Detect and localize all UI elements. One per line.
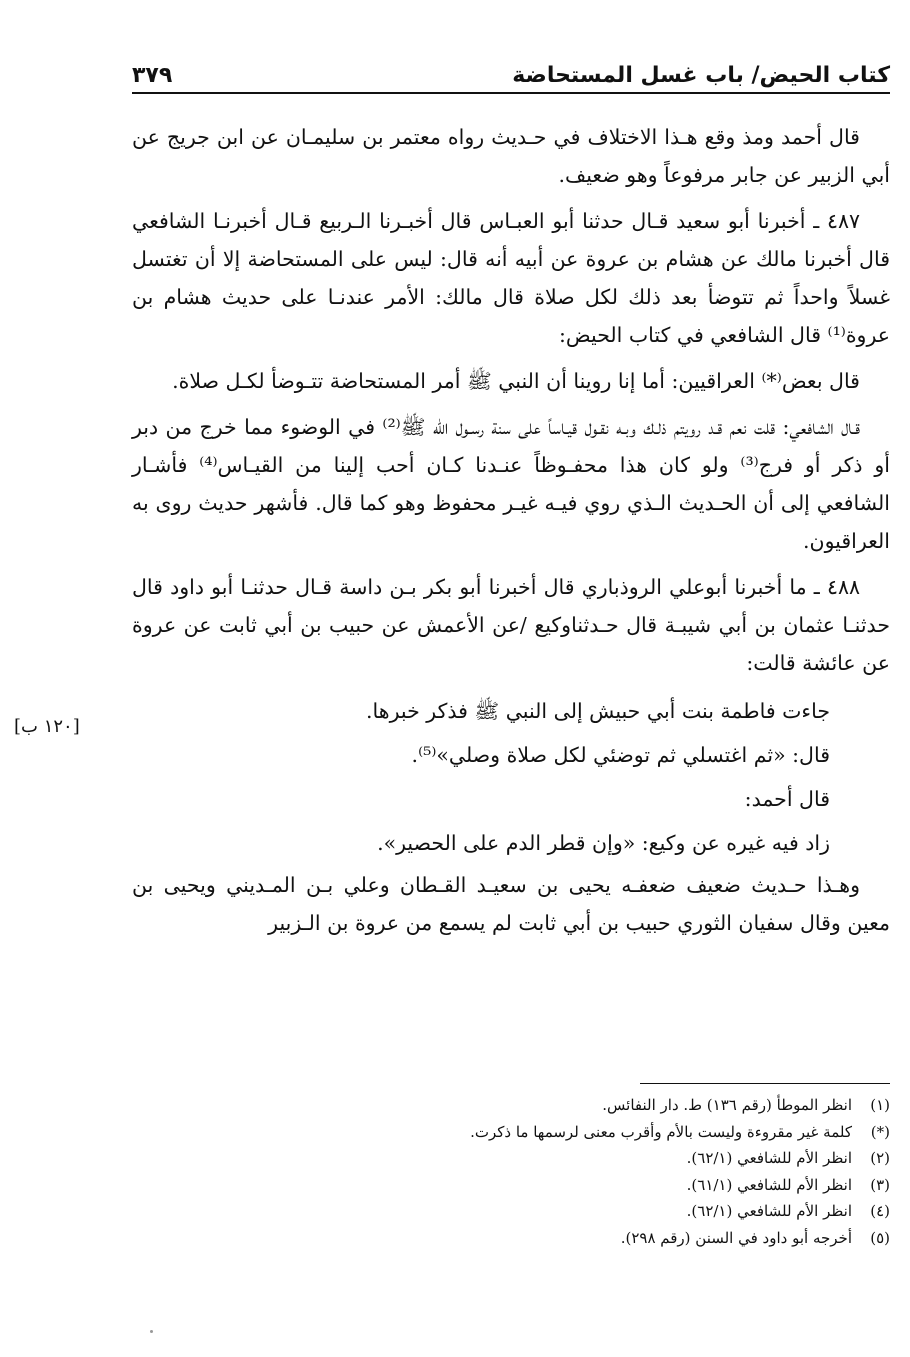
page-header <box>132 52 890 88</box>
footnote-text: انظر الموطأ (رقم ١٣٦) ط. دار النفائس. <box>602 1096 852 1114</box>
paragraph: قـال الشافعي: قلت نعم قـد رويتم ذلـك وبـه نقـول قيـاساً على سنة رسـول الله ﷺ⁽²⁾ في الوضوء مما خرج من دبر أو ذكر أو فرج⁽³⁾ ولو كان هذا محفـوظاً عنـدنا كـان أحب إلينا من القيـاس⁽⁴⁾ فأشـار الشافعي إلى أن الحـديث الـذي روي فيـه غيـر محفوظ وهو كما قال. فأشهر حديث روى به العراقيون. <box>132 415 890 553</box>
footnote-number: (٥) <box>870 1228 890 1247</box>
scan-speck <box>150 1330 153 1333</box>
footnote <box>132 1119 890 1146</box>
footnote-text: انظر الأم للشافعي (٦٢/١). <box>686 1202 852 1220</box>
footnote-number: (٣) <box>870 1175 890 1194</box>
paragraph-hadith-488: ٤٨٨ ـ ما أخبرنا أبوعلي الروذباري قال أخبرنا أبو بكر بـن داسة قـال حدثنـا أبو داود قال حدثنـا عثمان بن أبي شيبـة قال حـدثناوكيع /عن الأعمش عن حبيب بن أبي ثابت عن عروة عن عائشة قالت: <box>132 575 890 675</box>
footnote-text: انظر الأم للشافعي (٦٢/١). <box>686 1149 852 1167</box>
margin-folio-reference: [١٢٠ ب] <box>14 716 80 737</box>
footnote-number: (٢) <box>870 1149 890 1167</box>
main-text <box>132 118 890 950</box>
running-title: كتاب الحيض/ باب غسل المستحاضة <box>512 63 890 88</box>
footnote-rule <box>640 1083 890 1084</box>
footnote-number: (١) <box>870 1096 890 1114</box>
paragraph-hadith-487: ٤٨٧ ـ أخبرنا أبو سعيد قـال حدثنا أبو العبـاس قال أخبـرنا الـربيع قـال أخبرنـا الشافعي قال أخبرنا مالك عن هشام بن عروة عن أبيه أنه قال: ليس على المستحاضة إلا أن تغتسل غسلاً واحداً ثم تتوضأ بعد ذلك لكل صلاة قال مالك: الأمر عندنـا على حديث هشام بن عروة⁽¹⁾ قال الشافعي في كتاب الحيض: <box>132 209 890 347</box>
quote-line: قال أحمد: <box>744 787 830 811</box>
footnote-number: (*) <box>870 1122 890 1141</box>
footnotes <box>132 1092 890 1251</box>
footnote <box>132 1172 890 1199</box>
page-number: ٣٧٩ <box>132 63 173 88</box>
paragraph: قال أحمد ومذ وقع هـذا الاختلاف في حـديث رواه معتمر بن سليمـان عن ابن جريج عن أبي الزبير عن جابر مرفوعاً وهو ضعيف. <box>132 125 890 187</box>
header-rule <box>132 92 890 94</box>
footnote-text: كلمة غير مقروءة وليست بالأم وأقرب معنى لرسمها ما ذكرت. <box>470 1122 852 1141</box>
quote-line: جاءت فاطمة بنت أبي حبيش إلى النبي ﷺ فذكر خبرها. <box>366 699 830 723</box>
closing-paragraph: وهـذا حـديث ضعيف ضعفـه يحيى بن سعيـد القـطان وعلي بـن المـديني ويحيى بن معين وقال سفيان الثوري حبيب بن أبي ثابت لم يسمع من عروة بن الـزبير <box>132 873 890 935</box>
footnote-number: (٤) <box>870 1202 890 1220</box>
footnote <box>132 1198 890 1225</box>
quote-line: زاد فيه غيره عن وكيع: «وإن قطر الدم على الحصير». <box>377 831 830 855</box>
footnote <box>132 1092 890 1119</box>
quote-line: قال: «ثم اغتسلي ثم توضئي لكل صلاة وصلي»⁽⁵⁾. <box>411 743 830 767</box>
footnote-text: أخرجه أبو داود في السنن (رقم ٢٩٨). <box>620 1228 852 1247</box>
footnote <box>132 1225 890 1252</box>
footnote <box>132 1145 890 1172</box>
footnote-text: انظر الأم للشافعي (٦١/١). <box>686 1175 852 1194</box>
paragraph: قال بعض⁽*⁾ العراقيين: أما إنا روينا أن النبي ﷺ أمر المستحاضة تتـوضأ لكـل صلاة. <box>172 369 860 393</box>
